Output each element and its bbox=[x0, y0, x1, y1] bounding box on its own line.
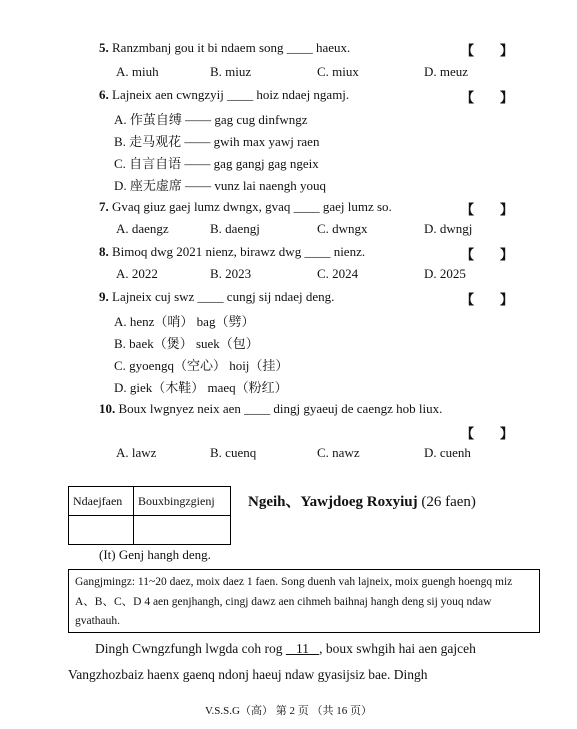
instruction-text: Gangjmingz: 11~20 daez, moix daez 1 faen. Song duenh vah lajneix, moix guengh hoengq miz A、B、C、D 4 aen genjhangh, cingj dawz aen cihmeh baihnaj hangh deng sij youq ndaw gvathauh. bbox=[75, 576, 513, 627]
question-number: 6. bbox=[99, 87, 109, 102]
option-c: C. miux bbox=[317, 64, 359, 79]
option-a: A. miuh bbox=[116, 64, 159, 79]
option-b: B. miuz bbox=[210, 64, 252, 79]
option-c: C. 2024 bbox=[317, 266, 359, 281]
question-5 bbox=[99, 40, 350, 56]
option-d: D. 2025 bbox=[424, 266, 466, 281]
option-d: D. 座无虚席 —— vunz lai naengh youq bbox=[114, 178, 326, 193]
answer-bracket[interactable]: 【 】 bbox=[461, 426, 514, 441]
passage-text-end: , boux swhgih hai aen gajceh Vangzhozbaiz haenx gaenq ndonj haeuj ndaw gyasijsiz bae. Dingh bbox=[68, 641, 476, 682]
score-cell[interactable] bbox=[69, 516, 134, 545]
option-d: D. meuz bbox=[424, 64, 469, 79]
passage-text-start: Dingh Cwngzfungh lwgda coh rog bbox=[95, 641, 286, 656]
option-c: C. nawz bbox=[317, 445, 360, 460]
instruction-box bbox=[68, 569, 540, 633]
question-10 bbox=[99, 401, 442, 417]
question-9 bbox=[99, 289, 334, 305]
question-8 bbox=[99, 244, 365, 260]
option-a: A. 作茧自缚 —— gag cug dinfwngz bbox=[114, 112, 308, 127]
option-d: D. giek（木鞋） maeq（粉红） bbox=[114, 380, 288, 395]
option-c: C. dwngx bbox=[317, 221, 368, 236]
question-number: 10. bbox=[99, 401, 116, 416]
option-c: C. 自言自语 —— gag gangj gag ngeix bbox=[114, 156, 319, 171]
option-b: B. baek（煲） suek（包） bbox=[114, 336, 259, 351]
option-b: B. daengj bbox=[210, 221, 260, 236]
question-7 bbox=[99, 199, 392, 215]
question-6 bbox=[99, 87, 349, 103]
answer-bracket[interactable]: 【 】 bbox=[461, 90, 514, 105]
question-number: 5. bbox=[99, 40, 109, 55]
score-table bbox=[68, 486, 231, 545]
option-a: A. 2022 bbox=[116, 266, 158, 281]
section-points: (26 faen) bbox=[421, 494, 476, 510]
page-footer: V.S.S.G（高） 第 2 页 （共 16 页） bbox=[205, 705, 372, 717]
option-b: B. 2023 bbox=[210, 266, 252, 281]
question-text: Gvaq giuz gaej lumz dwngx, gvaq ____ gaej lumz so. bbox=[112, 199, 392, 214]
question-number: 9. bbox=[99, 289, 109, 304]
section-heading bbox=[248, 490, 476, 511]
question-text: Lajneix aen cwngzyij ____ hoiz ndaej ngamj. bbox=[112, 87, 350, 102]
answer-bracket[interactable]: 【 】 bbox=[461, 43, 514, 58]
part-label: (It) Genj hangh deng. bbox=[99, 547, 211, 562]
question-text: Lajneix cuj swz ____ cungj sij ndaej deng. bbox=[112, 289, 335, 304]
blank-11[interactable]: 11 bbox=[295, 641, 309, 656]
option-c: C. gyoengq（空心） hoij（挂） bbox=[114, 358, 289, 373]
question-text: Boux lwgnyez neix aen ____ dingj gyaeuj de caengz hob liux. bbox=[118, 401, 443, 416]
section-title: Ngeih、Yawjdoeg Roxyiuj bbox=[248, 494, 418, 510]
passage-paragraph bbox=[68, 636, 508, 688]
question-number: 7. bbox=[99, 199, 109, 214]
option-d: D. dwngj bbox=[424, 221, 473, 236]
answer-bracket[interactable]: 【 】 bbox=[461, 247, 514, 262]
answer-bracket[interactable]: 【 】 bbox=[461, 202, 514, 217]
option-a: A. henz（哨） bag（劈） bbox=[114, 314, 255, 329]
question-text: Bimoq dwg 2021 nienz, birawz dwg ____ nienz. bbox=[112, 244, 366, 259]
answer-bracket[interactable]: 【 】 bbox=[461, 292, 514, 307]
grader-header: Bouxbingzgienj bbox=[134, 487, 231, 516]
option-b: B. 走马观花 —— gwih max yawj raen bbox=[114, 134, 320, 149]
option-a: A. lawz bbox=[116, 445, 157, 460]
option-d: D. cuenh bbox=[424, 445, 471, 460]
option-a: A. daengz bbox=[116, 221, 169, 236]
grader-cell[interactable] bbox=[134, 516, 231, 545]
option-b: B. cuenq bbox=[210, 445, 257, 460]
question-text: Ranzmbanj gou it bi ndaem song ____ haeux. bbox=[112, 40, 351, 55]
score-header: Ndaejfaen bbox=[69, 487, 134, 516]
question-number: 8. bbox=[99, 244, 109, 259]
